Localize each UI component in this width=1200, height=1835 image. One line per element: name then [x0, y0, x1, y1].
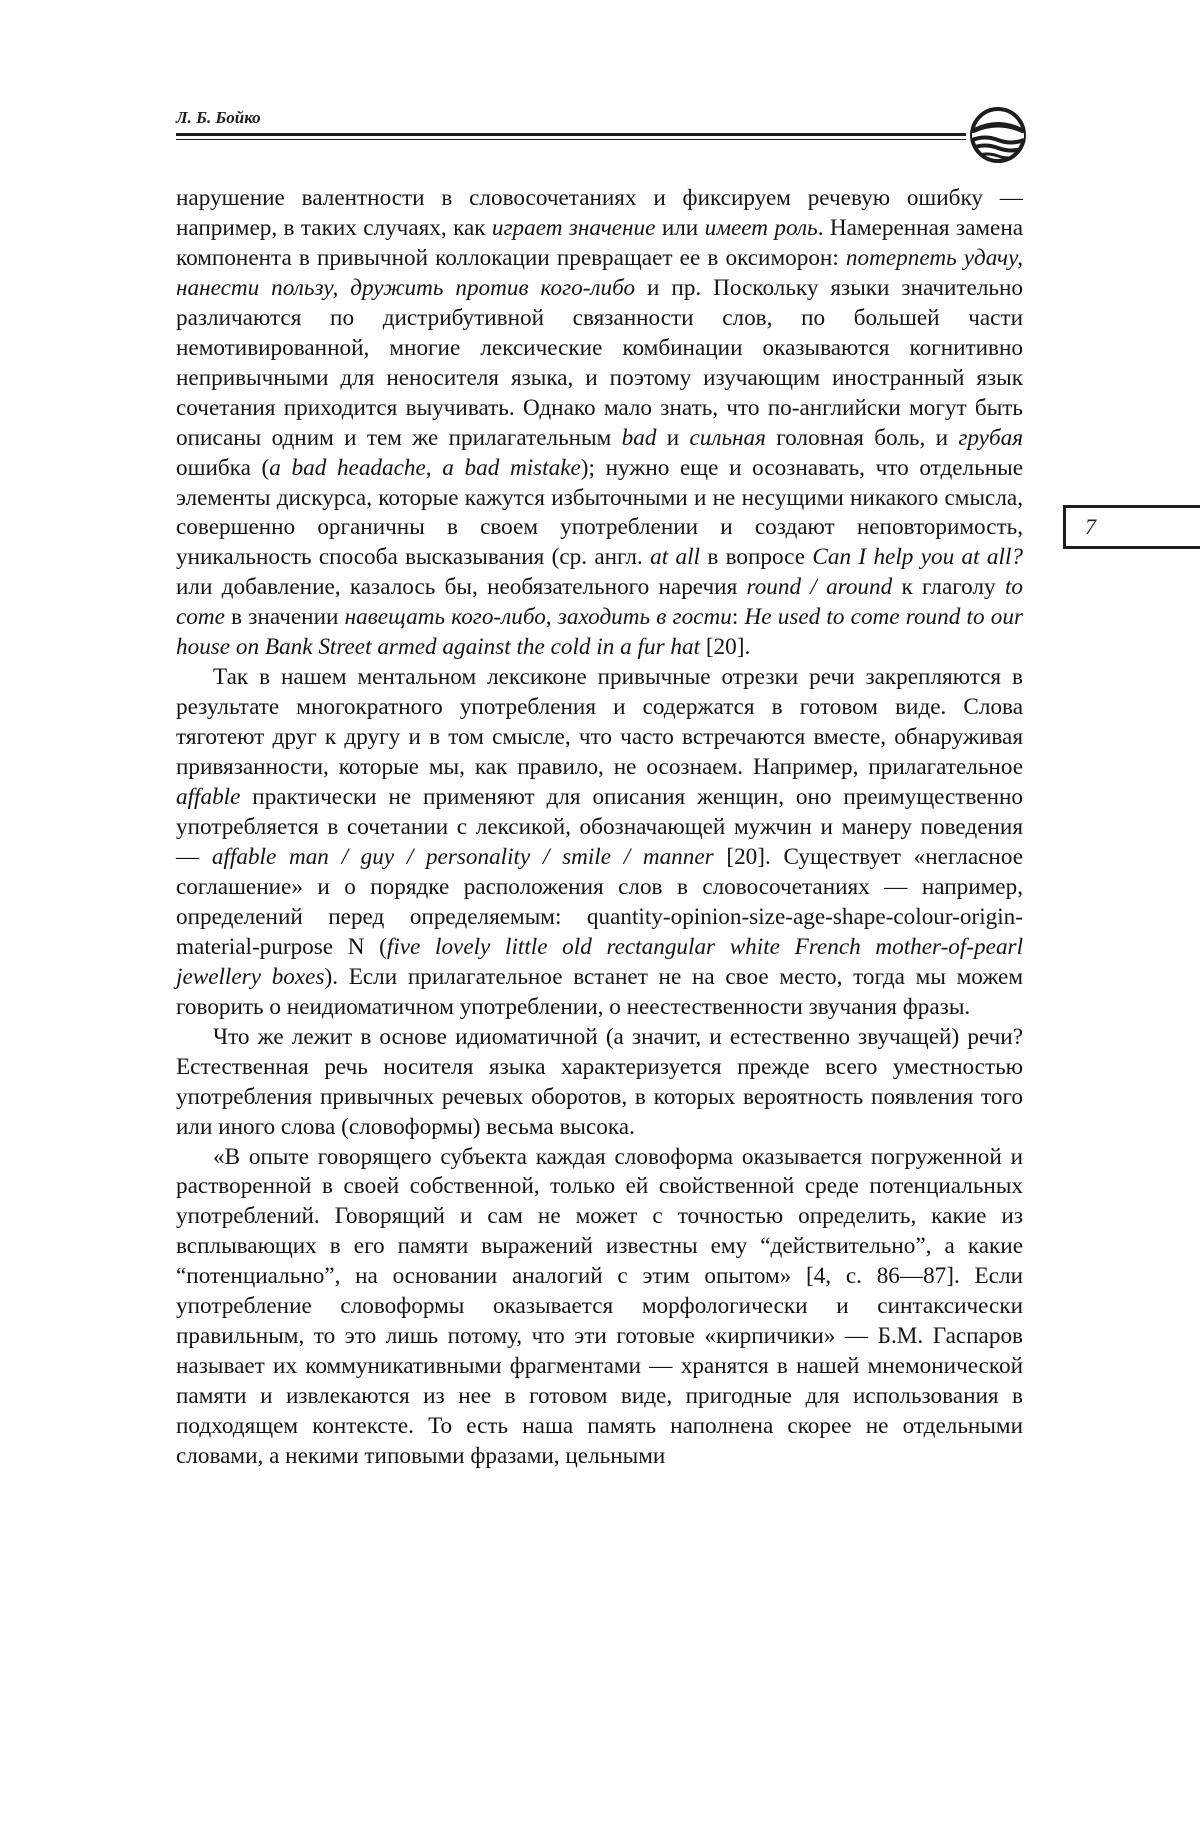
italic-text-run: round / around	[746, 574, 893, 601]
text-run: в значении	[224, 604, 345, 631]
italic-text-run: потерпеть удачу, нанести пользу, дружить против кого-либо	[176, 244, 1023, 301]
text-run: ошибка (	[176, 454, 270, 481]
italic-text-run: affable	[176, 784, 241, 811]
italic-text-run: to come	[176, 574, 1023, 631]
paragraph	[176, 1023, 1023, 1143]
italic-text-run: bad	[621, 424, 657, 451]
text-run: или	[655, 214, 705, 241]
text-run: нарушение валентности в словосочетаниях и фиксируем речевую ошибку — например, в таких случаях, как	[176, 185, 1023, 241]
text-run: [20].	[700, 634, 751, 661]
text-run: ); нужно еще и осознавать, что отдельные элементы дискурса, которые кажутся избыточными и не несущими никакого смысла, совершенно органичны в своем употреблении и создают неповторимость, уникальность способа высказывания (ср. англ.	[176, 454, 1023, 571]
text-run: и	[656, 424, 690, 451]
italic-text-run: навещать кого-либо, заходить в гости	[344, 604, 732, 631]
italic-text-run: грубая	[958, 424, 1023, 451]
italic-text-run: играет значение	[491, 214, 656, 241]
italic-text-run: сильная	[689, 424, 766, 451]
body-text	[176, 184, 1023, 1472]
text-run: . Намеренная замена компонента в привычной коллокации превращает ее в оксиморон:	[176, 214, 1024, 271]
header-rule-thin	[176, 139, 966, 140]
text-run: «В опыте говорящего субъекта каждая словоформа оказывается погруженной и растворенной в своей собственной, только ей свойственной среде потенциальных употреблений. Говорящий и сам не может с точностью определить, какие из всплывающих в его памяти выражений известны ему “действительно”, а какие “потенциально”, на основании аналогий с этим опытом» [4, с. 86—87]. Если употребление словоформы оказывается морфологически и синтаксически правильным, то это лишь потому, что эти готовые «кирпичики» — Б.М. Гаспаров называет их коммуникативными фрагментами — хранятся в нашей мнемонической памяти и извлекаются из нее в готовом виде, пригодные для использования в подходящем контексте. То есть наша память наполнена скорее не отдельными словами, а некими типовыми фразами, цельными	[176, 1143, 1023, 1470]
page-number-tab	[1063, 505, 1200, 549]
italic-text-run: Can I help you at all?	[812, 544, 1023, 571]
italic-text-run: five lovely little old rectangular white French mother-of-pearl jewellery boxes	[176, 933, 1024, 990]
italic-text-run: affable man / guy / personality / smile / manner	[211, 843, 714, 870]
text-run: к глаголу	[892, 574, 1005, 601]
text-run: или добавление, казалось бы, необязательного наречия	[176, 574, 747, 601]
italic-text-run: имеет роль	[704, 214, 818, 241]
text-run: и пр. Поскольку языки значительно различаются по дистрибутивной связанности слов, по большей части немотивированной, многие лексические комбинации оказываются когнитивно непривычными для неносителя языка, и поэтому изучающим иностранный язык сочетания приходится выучивать. Однако мало знать, что по-английски могут быть описаны одним и тем же прилагательным	[176, 274, 1023, 451]
paragraph	[176, 184, 1023, 663]
text-run: Так в нашем ментальном лексиконе привычные отрезки речи закрепляются в результате многократного употребления и содержатся в готовом виде. Слова тяготеют друг к другу и в том смысле, что часто встречаются вместе, обнаруживая привязанности, которые мы, как правило, не осознаем. Например, прилагательное	[176, 664, 1023, 781]
paragraph	[176, 663, 1023, 1022]
page-header	[176, 104, 1023, 168]
italic-text-run: He used to come round to our house on Bank Street armed against the cold in a fur hat	[176, 604, 1023, 661]
paragraph	[176, 1143, 1023, 1472]
running-head-author: Л. Б. Бойко	[176, 108, 261, 127]
italic-text-run: a bad headache, a bad mistake	[269, 454, 581, 481]
italic-text-run: at all	[650, 544, 700, 571]
text-run: ). Если прилагательное встанет не на свое место, тогда мы можем говорить о неидиоматичном употреблении, о неестественности звучания фразы.	[176, 963, 1024, 1020]
text-run: Что же лежит в основе идиоматичной (а значит, и естественно звучащей) речи? Естественная речь носителя языка характеризуется прежде всего уместностью употребления привычных речевых оборотов, в которых вероятность появления того или иного слова (словоформы) весьма высока.	[176, 1023, 1023, 1140]
publisher-logo-icon	[968, 106, 1028, 164]
text-run: в вопросе	[699, 544, 813, 571]
text-run: головная боль, и	[765, 424, 959, 451]
text-run: :	[731, 604, 745, 631]
page-number: 7	[1085, 514, 1096, 539]
text-run: [20]. Существует «негласное соглашение» и о порядке расположения слов в словосочетаниях — например, определений перед определяемым: quantity-opinion-size-age-shape-colour-origin-material-purpose N (	[176, 843, 1024, 960]
text-run: практически не применяют для описания женщин, оно преимущественно употребляется в сочетании с лексикой, обозначающей мужчин и манеру поведения —	[176, 784, 1023, 870]
header-rule-thick	[176, 133, 966, 136]
